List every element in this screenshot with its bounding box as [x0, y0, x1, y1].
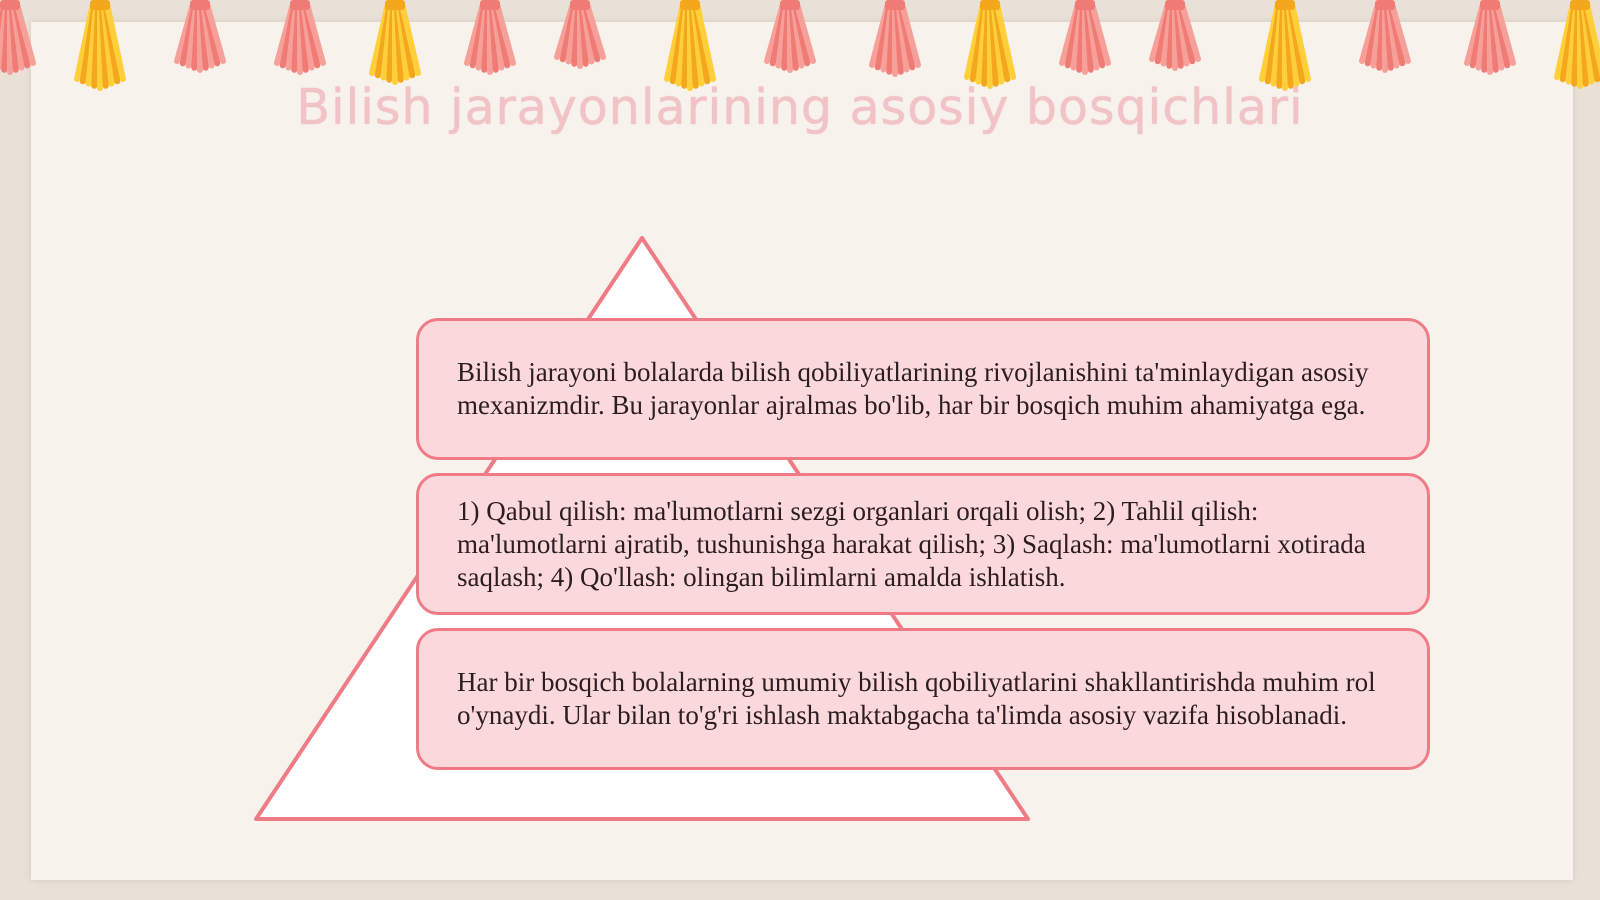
stage-card-1	[416, 318, 1430, 460]
stage-card-3-text: Har bir bosqich bolalarning umumiy bilish qobiliyatlarini shakllantirishda muhim rol o'ynaydi. Ular bilan to'g'ri ishlash maktabgacha ta'limda asosiy vazifa hisoblanadi.	[457, 667, 1376, 730]
stage-card-2	[416, 473, 1430, 615]
stage-card-3	[416, 628, 1430, 770]
slide-title: Bilish jarayonlarining asosiy bosqichlari	[296, 79, 1304, 136]
stage-card-1-text: Bilish jarayoni bolalarda bilish qobiliyatlarining rivojlanishini ta'minlaydigan asosiy mexanizmdir. Bu jarayonlar ajralmas bo'lib, har bir bosqich muhim ahamiyatga ega.	[457, 357, 1369, 420]
stage-card-2-text: 1) Qabul qilish: ma'lumotlarni sezgi organlari orqali olish; 2) Tahlil qilish: ma'lumotlarni ajratib, tushunishga harakat qilish; 3) Saqlash: ma'lumotlarni xotirada saqlash; 4) Qo'llash: olingan bilimlarni amalda ishlatish.	[457, 495, 1366, 592]
